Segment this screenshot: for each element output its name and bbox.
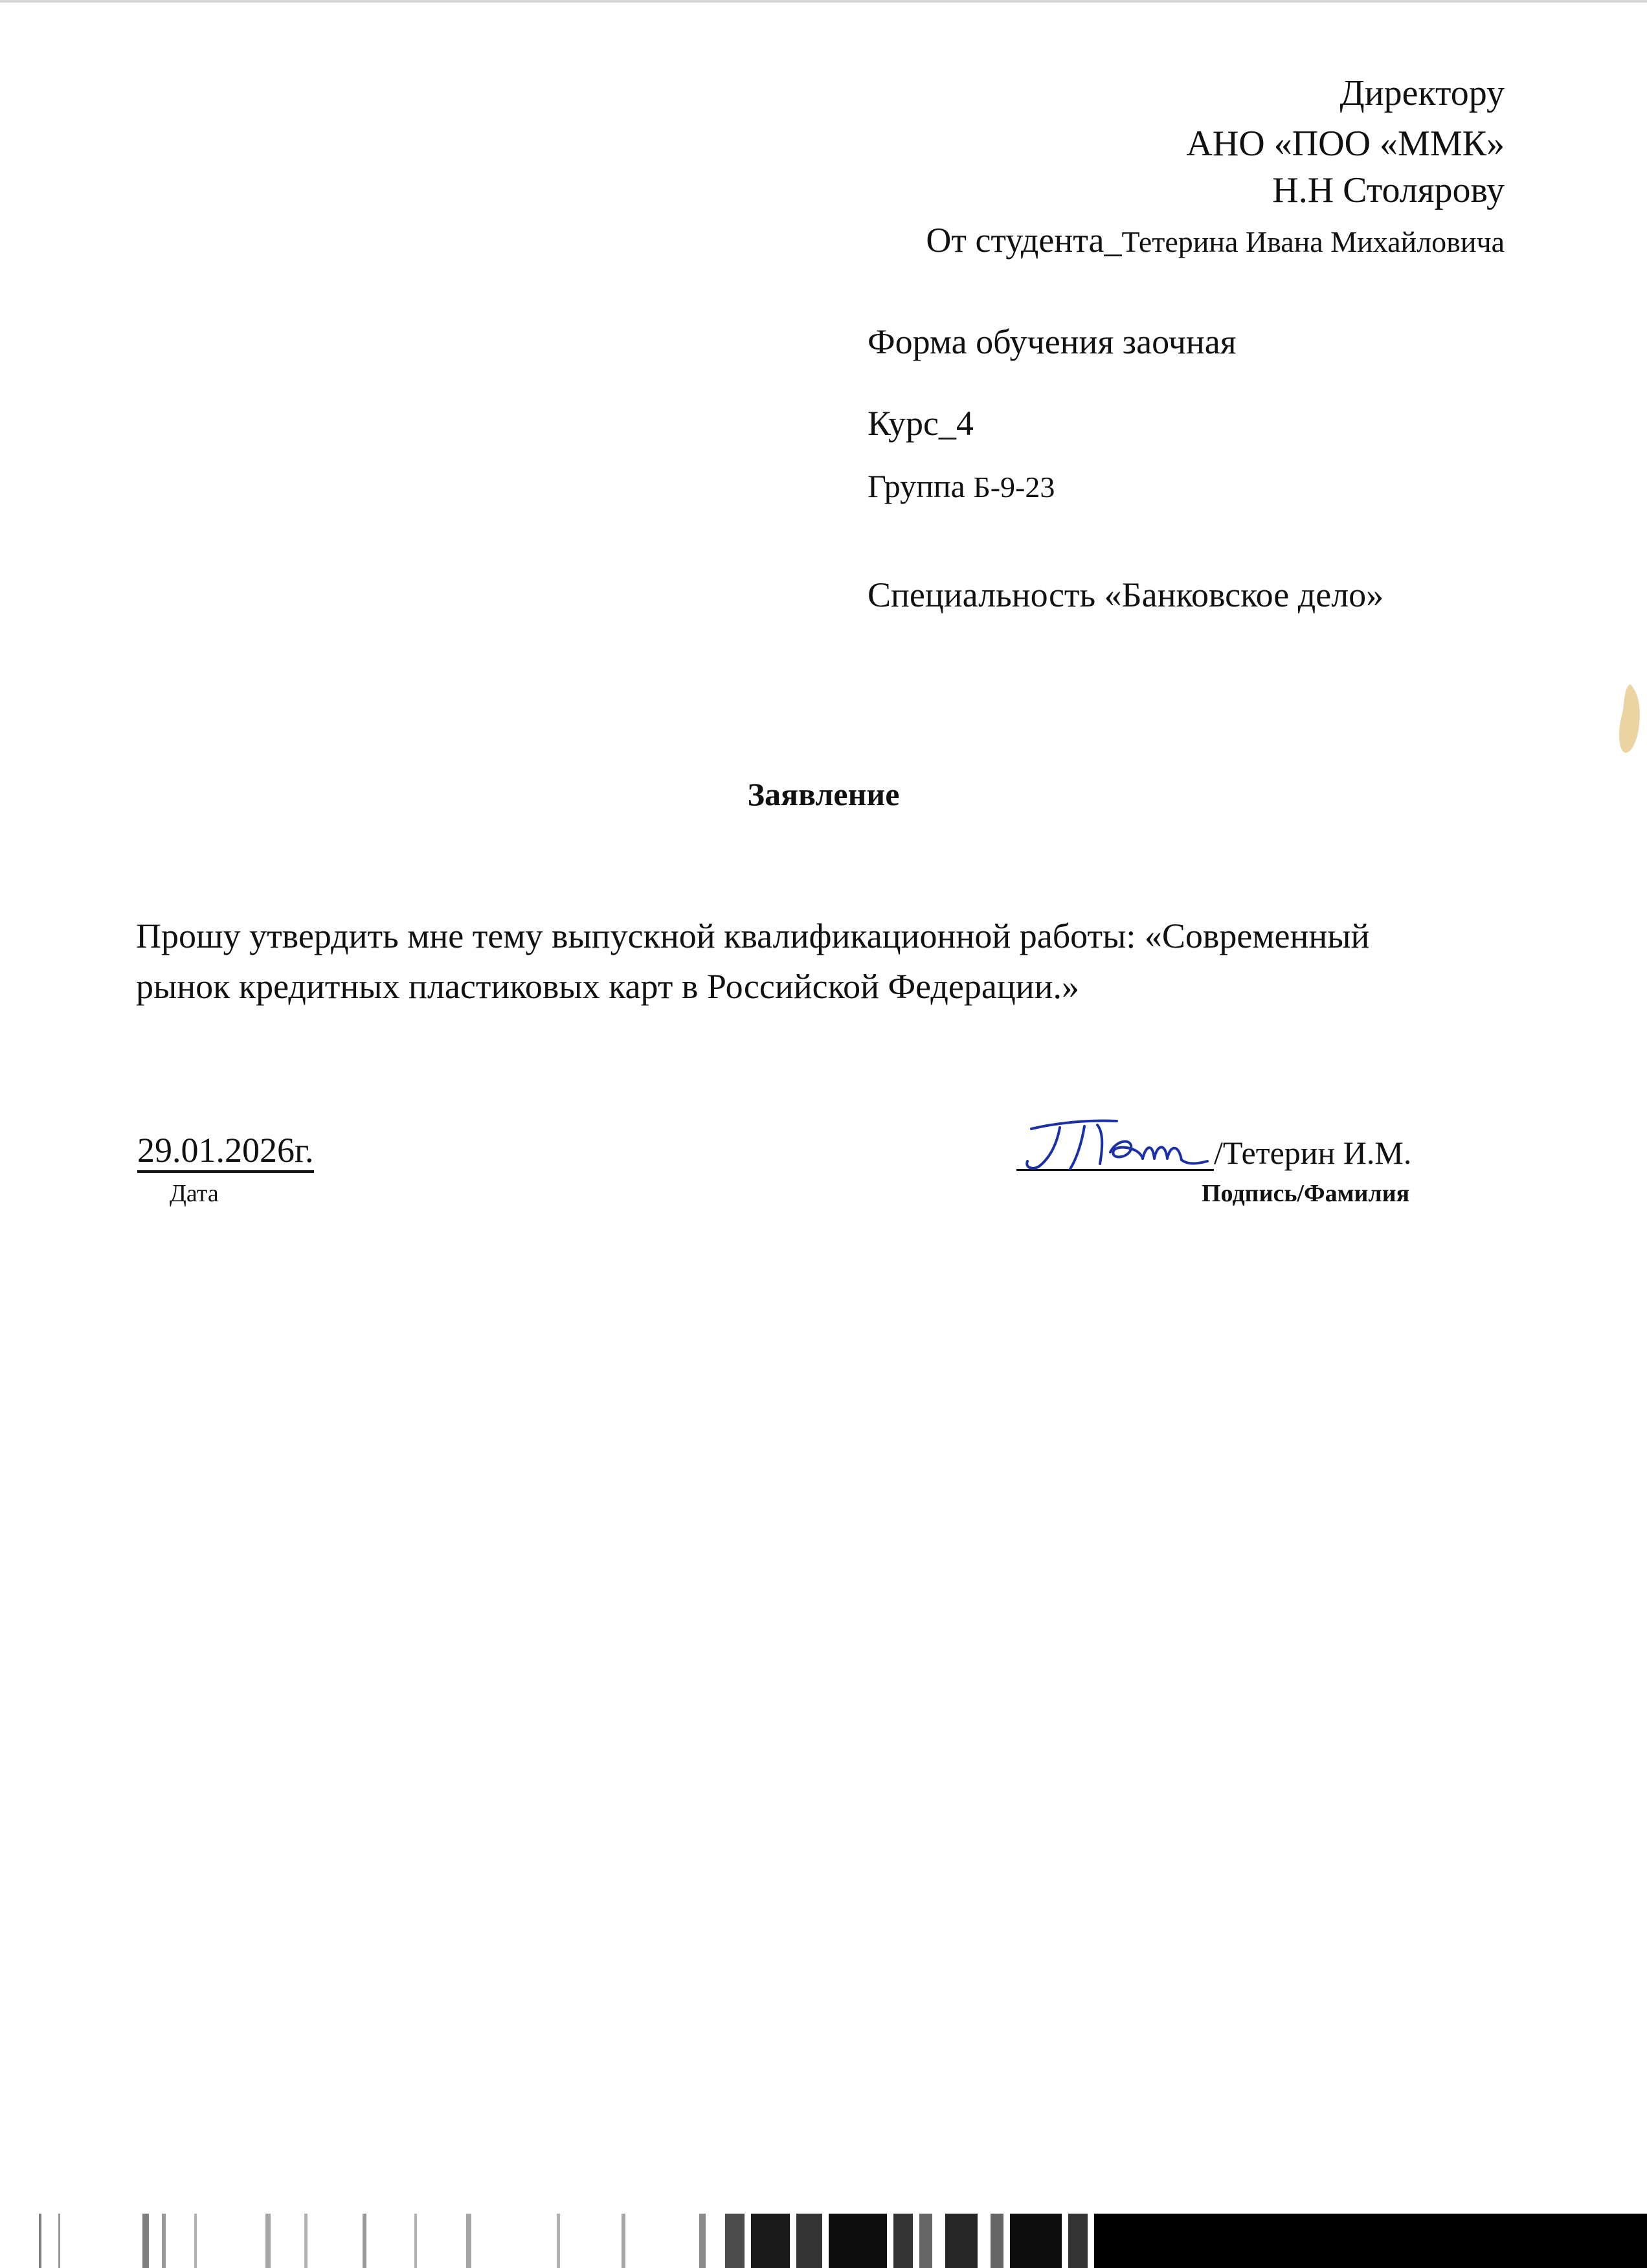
paper-stain <box>1611 681 1643 759</box>
from-label: От студента_ <box>926 221 1122 260</box>
group-label: Группа <box>868 468 974 504</box>
body-line-1: Прошу утвердить мне тему выпускной квалификационной работы: «Современный <box>136 917 1370 955</box>
document-title: Заявление <box>747 776 900 812</box>
from-student-line <box>926 220 1505 260</box>
group-value: Б-9-23 <box>973 471 1055 504</box>
date-caption: Дата <box>170 1180 219 1207</box>
scan-top-edge <box>0 0 1647 3</box>
recipient-title: Директору <box>1339 73 1505 113</box>
recipient-name: Н.Н Столярову <box>1272 170 1505 210</box>
handwritten-signature <box>1020 1113 1220 1178</box>
specialty-line: Специальность «Банковское дело» <box>868 575 1384 614</box>
student-name: Тетерина Ивана Михайловича <box>1121 225 1505 258</box>
date-value: 29.01.2026г. <box>137 1131 314 1173</box>
group-line <box>868 467 1055 505</box>
signature-caption: Подпись/Фамилия <box>1202 1180 1410 1207</box>
organization-name: АНО «ПОО «ММК» <box>1186 124 1505 164</box>
body-line-2: рынок кредитных пластиковых карт в Российской Федерации.» <box>136 967 1080 1006</box>
signature-name: /Тетерин И.М. <box>1214 1135 1412 1171</box>
course-line: Курс_4 <box>868 404 974 443</box>
study-form: Форма обучения заочная <box>868 322 1237 361</box>
scan-bottom-edge <box>0 2214 1647 2268</box>
